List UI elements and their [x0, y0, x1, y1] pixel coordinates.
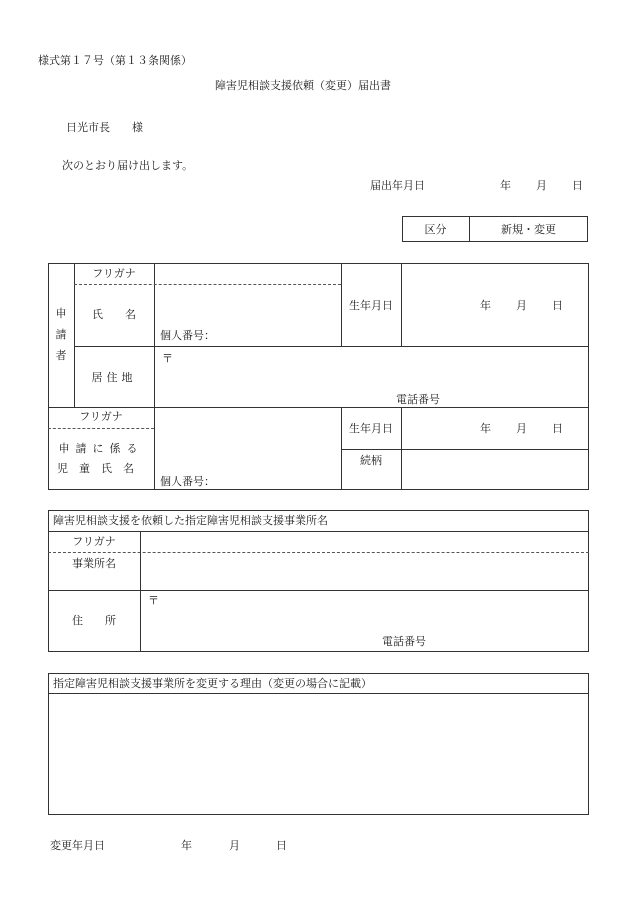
child-name-label-2: 児童氏名: [57, 462, 145, 475]
applicant-phone-label: 電話番号: [396, 393, 440, 406]
filing-date-label: 届出年月日: [370, 179, 425, 192]
child-name-label-1: 申請に係る: [58, 442, 144, 455]
applicant-furigana-label: フリガナ: [92, 267, 136, 280]
child-birth-month: 月: [516, 422, 527, 435]
applicant-birth-label: 生年月日: [349, 299, 393, 312]
change-date-label: 変更年月日: [50, 839, 105, 852]
reason-section-title: 指定障害児相談支援事業所を変更する理由（変更の場合に記載）: [53, 677, 372, 690]
filing-day-label: 日: [572, 179, 583, 192]
applicant-group-label-1: 申: [55, 307, 67, 320]
intro-text: 次のとおり届け出します。: [62, 159, 194, 172]
category-value[interactable]: 新規・変更: [501, 223, 556, 236]
category-label: 区分: [424, 223, 447, 236]
child-birth-day: 日: [552, 422, 563, 435]
office-furigana-label: フリガナ: [72, 535, 116, 548]
office-address-label: 住 所: [72, 614, 116, 627]
applicant-birth-year: 年: [480, 299, 491, 312]
child-relation-label: 続柄: [360, 454, 382, 467]
reason-box: [48, 673, 589, 815]
addressee: 日光市長 様: [66, 121, 143, 134]
office-section-title: 障害児相談支援を依頼した指定障害児相談支援事業所名: [53, 514, 328, 527]
applicant-personal-number-label: 個人番号：: [160, 329, 215, 342]
filing-year-label: 年: [500, 179, 511, 192]
filing-month-label: 月: [536, 179, 547, 192]
change-month-label: 月: [229, 839, 240, 852]
applicant-birth-month: 月: [516, 299, 527, 312]
form-number: 様式第１７号（第１３条関係）: [38, 54, 192, 67]
office-phone-label: 電話番号: [382, 635, 426, 648]
page-title: 障害児相談支援依頼（変更）届出書: [215, 79, 391, 92]
child-birth-label: 生年月日: [349, 422, 393, 435]
office-name-label: 事業所名: [72, 557, 116, 570]
applicant-birth-day: 日: [552, 299, 563, 312]
change-day-label: 日: [276, 839, 287, 852]
child-furigana-label: フリガナ: [79, 410, 123, 423]
applicant-name-label: 氏 名: [92, 308, 136, 321]
change-year-label: 年: [181, 839, 192, 852]
office-postal-mark: 〒: [148, 594, 159, 607]
applicant-group-label-2: 請: [55, 328, 67, 341]
child-personal-number-label: 個人番号：: [160, 475, 215, 488]
applicant-group-label-3: 者: [55, 349, 67, 362]
applicant-postal-mark: 〒: [162, 352, 173, 365]
child-birth-year: 年: [480, 422, 491, 435]
applicant-address-label: 居住地: [91, 371, 137, 384]
